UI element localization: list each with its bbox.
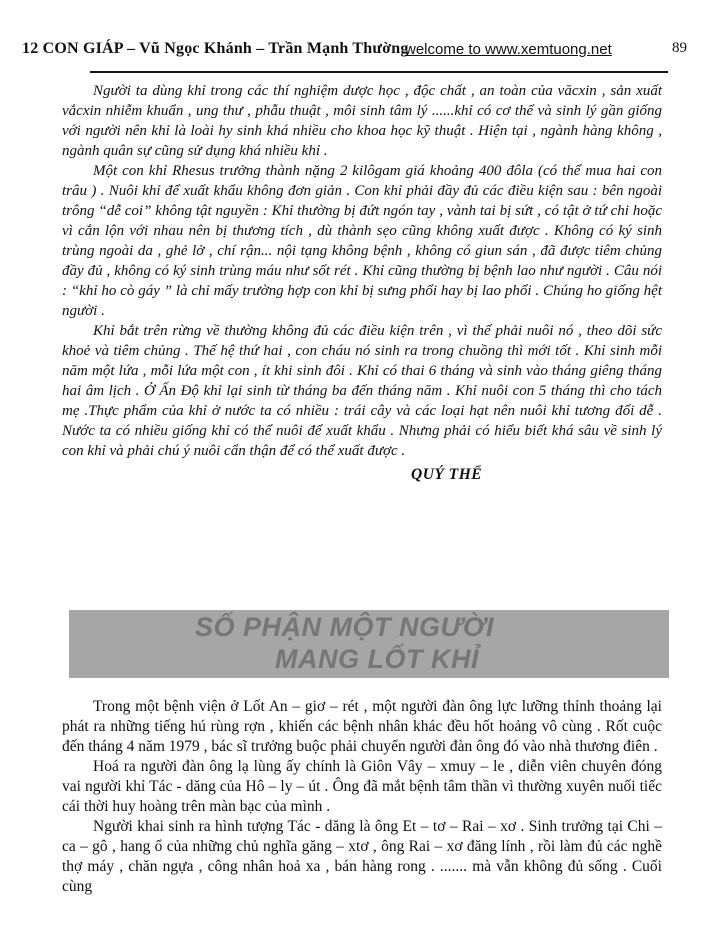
section-banner	[69, 610, 669, 678]
author-signature: QUÝ THỂ	[411, 466, 483, 483]
paragraph: Hoá ra người đàn ông lạ lùng ấy chính là Giôn Vây – xmuy – le , diễn viên chuyên đóng vai người khỉ Tác - dăng của Hô – ly – út . Ông đã mắt bệnh tâm thần vì thường xuyên nuối tiếc cái thời huy hoàng trên màn bạc của mình .	[62, 758, 662, 815]
paragraph: Một con khỉ Rhesus trưởng thành nặng 2 kilôgam giá khoảng 400 đôla (có thể mua hai con trâu ) . Nuôi khỉ để xuất khẩu không đơn giản . Con khỉ phải đầy đủ các điều kiện sau : bên ngoài trông “dễ coi” không tật nguyền : Khỉ thường bị đứt ngón tay , vành tai bị sứt , có tật ở tứ chi hoặc vì cắn lộn với nhau nên bị thương tích , dù thành sẹo cũng không xuất được . Không có ký sinh trùng ngoài da , ghẻ lở , chí rận... nội tạng không bệnh , không có giun sán , đã được tiêm chủng đầy đủ , không có ký sinh trùng máu như sốt rét . Khỉ cũng thường bị bệnh lao như người . Câu nói : “khỉ ho cò gáy ” là chỉ mấy trường hợp con khỉ bị sưng phổi hay bị lao phổi . Chúng ho giống hệt người .	[62, 163, 662, 319]
paragraph: Khỉ bắt trên rừng về thường không đủ các điều kiện trên , vì thế phải nuôi nó , theo dõi sức khoẻ và tiêm chủng . Thế hệ thứ hai , con cháu nó sinh ra trong chuồng thì mới tốt . Khỉ sinh mỗi năm một lứa , mỗi lứa một con , ít khi sinh đôi . Khỉ có thai 6 tháng và sinh vào tháng giêng tháng hai âm lịch . Ở Ấn Độ khỉ lại sinh từ tháng ba đến tháng năm . Khỉ nuôi con 5 tháng thì cho tách mẹ .Thực phẩm của khỉ ở nước ta có nhiều : trái cây và các loại hạt nên nuôi khỉ tương đối dễ . Nước ta có nhiều giống khỉ có thể nuôi để xuất khẩu . Nhưng phải có hiểu biết khá sâu về sinh lý con khỉ và phải chú ý nuôi cẩn thận để có thể xuất được .	[62, 323, 662, 459]
paragraph: Người khai sinh ra hình tượng Tác - dăng là ông Et – tơ – Rai – xơ . Sinh trưởng tại Chi – ca – gô , hang ổ của những chủ nghĩa găng – xtơ , ông Rai – xơ đăng lính , rồi làm đủ các nghề thợ máy , chăn ngựa , công nhân hoả xa , bán hàng rong . ....... mà vẫn không đủ sống . Cuối cùng	[62, 818, 662, 895]
book-title-header: 12 CON GIÁP – Vũ Ngọc Khánh – Trần Mạnh Thường	[22, 40, 409, 57]
website-link[interactable]: welcome to www.xemtuong.net	[405, 41, 612, 58]
paragraph: Người ta dùng khỉ trong các thí nghiệm dược học , độc chất , an toàn của văcxin , sản xuất vắcxin nhiễm khuẩn , ung thư , phẫu thuật , môi sinh tâm lý ......khỉ có cơ thể và sinh lý gần giống với người nên khỉ là loài hy sinh khá nhiều cho khoa học kỹ thuật . Hiện tại , ngành hàng không , ngành quân sự cũng sử dụng khá nhiều khỉ .	[62, 83, 662, 159]
paragraph: Trong một bệnh viện ở Lốt An – giơ – rét , một người đàn ông lực lưỡng thỉnh thoảng lại phát ra những tiếng hú rùng rợn , khiến các bệnh nhân khác đều hốt hoảng vô cùng . Rốt cuộc đến tháng 4 năm 1979 , bác sĩ trưởng buộc phải chuyển người đàn ông đó vào nhà thương điên .	[62, 698, 662, 755]
header-divider	[90, 71, 668, 73]
page-number: 89	[672, 40, 687, 56]
monkey-article	[62, 81, 662, 485]
story-article	[62, 697, 662, 897]
banner-title-line2: MANG LỐT KHỈ	[275, 644, 479, 674]
banner-title-line1: SỐ PHẬN MỘT NGƯỜI	[195, 612, 494, 642]
